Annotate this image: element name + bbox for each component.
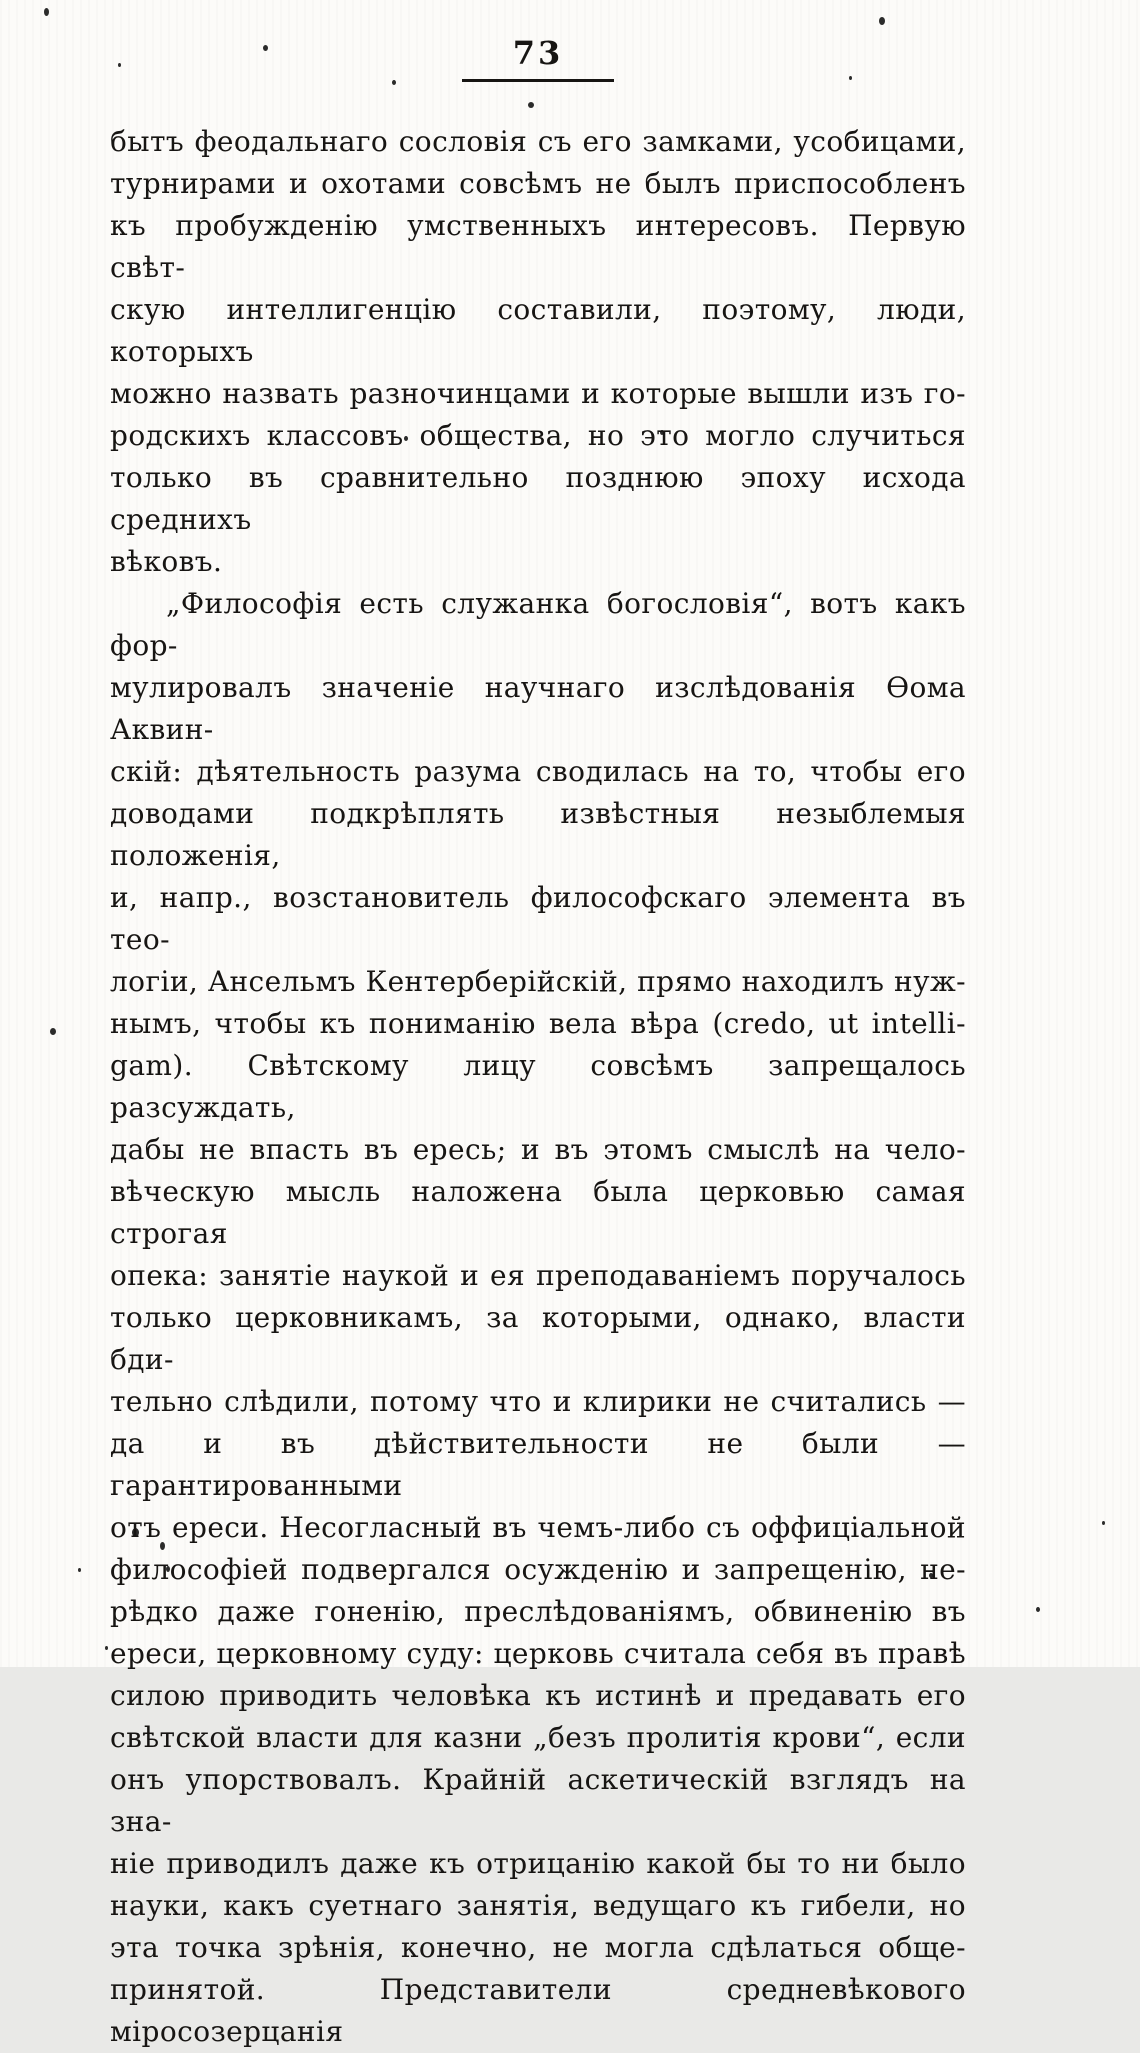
- text-line: турнирами и охотами совсѣмъ не былъ приспособленъ: [110, 167, 966, 200]
- text-line: можно назвать разночинцами и которые вышли изъ го-: [110, 377, 966, 410]
- text-line: къ пробужденію умственныхъ интересовъ. Первую свѣт-: [110, 209, 966, 284]
- text-line: вѣковъ.: [110, 545, 223, 578]
- text-line: логіи, Ансельмъ Кентерберійскій, прямо находилъ нуж-: [110, 965, 966, 998]
- text-line: бытъ феодальнаго сословія съ его замками, усобицами,: [110, 125, 966, 158]
- text-line: науки, какъ суетнаго занятія, ведущаго къ гибели, но: [110, 1889, 966, 1922]
- text-line: да и въ дѣйствительности не были — гарантированными: [110, 1427, 966, 1502]
- ink-speck: [879, 17, 885, 25]
- text-line: опека: занятіе наукой и ея преподаваніемъ поручалось: [110, 1259, 966, 1292]
- ink-speck: [105, 1646, 108, 1650]
- text-line: скій: дѣятельность разума сводилась на то, чтобы его: [110, 755, 966, 788]
- ink-speck: [528, 102, 534, 108]
- text-line: онъ упорствовалъ. Крайній аскетическій взглядъ на зна-: [110, 1763, 966, 1838]
- text-line: gam). Свѣтскому лицу совсѣмъ запрещалось разсуждать,: [110, 1049, 966, 1124]
- text-line: вѣческую мысль наложена была церковью самая строгая: [110, 1175, 966, 1250]
- text-line: нымъ, чтобы къ пониманію вела вѣра (credo, ut intelli-: [110, 1007, 966, 1040]
- text-line: рѣдко даже гоненію, преслѣдованіямъ, обвиненію въ: [110, 1595, 966, 1628]
- text-line: ереси, церковному суду: церковь считала себя въ правѣ: [110, 1637, 966, 1670]
- text-line: эта точка зрѣнія, конечно, не могла сдѣлаться обще-: [110, 1931, 966, 1964]
- text-line: скую интеллигенцію составили, поэтому, люди, которыхъ: [110, 293, 966, 368]
- ink-speck: [1102, 1521, 1105, 1525]
- text-line: философіей подвергался осужденію и запрещенію, не-: [110, 1553, 966, 1586]
- text-line: отъ ереси. Несогласный въ чемъ-либо съ оффиціальной: [110, 1511, 966, 1544]
- paragraph: [110, 583, 966, 2053]
- text-line: родскихъ классовъ общества, но это могло случиться: [110, 419, 966, 452]
- ink-speck: [50, 1028, 56, 1035]
- text-line: „Философія есть служанка богословія“, вотъ какъ фор-: [110, 587, 966, 662]
- text-line: ніе приводилъ даже къ отрицанію какой бы то ни было: [110, 1847, 966, 1880]
- page-number: 73: [512, 34, 564, 72]
- text-line: только церковникамъ, за которыми, однако, власти бди-: [110, 1301, 966, 1376]
- text-line: тельно слѣдили, потому что и клирики не считались —: [110, 1385, 966, 1418]
- header-rule: [462, 79, 614, 82]
- ink-speck: [1036, 1607, 1040, 1612]
- text-block: [110, 121, 966, 2053]
- text-line: дабы не впасть въ ересь; и въ этомъ смыслѣ на чело-: [110, 1133, 966, 1166]
- ink-speck: [44, 8, 49, 16]
- text-line: только въ сравнительно позднюю эпоху исхода среднихъ: [110, 461, 966, 536]
- text-line: и, напр., возстановитель философскаго элемента въ тео-: [110, 881, 966, 956]
- text-line: свѣтской власти для казни „безъ пролитія крови“, если: [110, 1721, 966, 1754]
- text-line: силою приводить человѣка къ истинѣ и предавать его: [110, 1679, 966, 1712]
- page-header: [110, 36, 966, 82]
- ink-speck: [78, 1568, 81, 1572]
- text-line: мулировалъ значеніе научнаго изслѣдованія Ѳома Аквин-: [110, 671, 966, 746]
- paragraph: [110, 121, 966, 583]
- text-line: доводами подкрѣплять извѣстныя незыблемыя положенія,: [110, 797, 966, 872]
- text-line: принятой. Представители средневѣкового міросозерцанія: [110, 1973, 966, 2048]
